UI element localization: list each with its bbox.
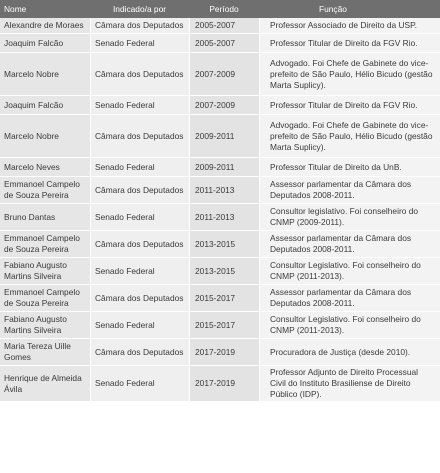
header-funcao: Função (259, 0, 440, 18)
table-row (0, 115, 440, 158)
cell-indicado-por: Senado Federal (90, 312, 189, 339)
cell-indicado-por: Senado Federal (90, 96, 189, 115)
cell-funcao: Procuradora de Justiça (desde 2010). (259, 339, 440, 366)
cell-nome: Marcelo Nobre (0, 115, 90, 158)
cell-periodo: 2013-2015 (189, 258, 259, 285)
cell-funcao: Professor Titular de Direito da FGV Rio. (259, 96, 440, 115)
header-periodo: Período (189, 0, 259, 18)
cell-funcao: Assessor parlamentar da Câmara dos Deputados 2008-2011. (259, 285, 440, 312)
cell-nome: Emmanoel Campelo de Souza Pereira (0, 285, 90, 312)
cell-indicado-por: Senado Federal (90, 258, 189, 285)
cell-funcao: Professor Titular de Direito da UnB. (259, 158, 440, 177)
cell-periodo: 2011-2013 (189, 204, 259, 231)
cell-funcao: Assessor parlamentar da Câmara dos Deputados 2008-2011. (259, 231, 440, 258)
cell-funcao: Professor Associado de Direito da USP. (259, 18, 440, 34)
cell-periodo: 2005-2007 (189, 34, 259, 53)
table-row (0, 158, 440, 177)
cell-indicado-por: Câmara dos Deputados (90, 231, 189, 258)
cell-nome: Fabiano Augusto Martins Silveira (0, 312, 90, 339)
cell-nome: Marcelo Neves (0, 158, 90, 177)
cell-nome: Joaquim Falcão (0, 96, 90, 115)
table-row (0, 18, 440, 34)
cell-funcao: Consultor Legislativo. Foi conselheiro do CNMP (2011-2013). (259, 258, 440, 285)
table-row (0, 34, 440, 53)
table-body (0, 18, 440, 402)
cell-funcao: Advogado. Foi Chefe de Gabinete do vice-prefeito de São Paulo, Hélio Bicudo (gestão Marta Suplicy). (259, 53, 440, 96)
table-row (0, 53, 440, 96)
cell-periodo: 2017-2019 (189, 339, 259, 366)
cell-nome: Bruno Dantas (0, 204, 90, 231)
cell-indicado-por: Câmara dos Deputados (90, 285, 189, 312)
table-row (0, 177, 440, 204)
cell-indicado-por: Câmara dos Deputados (90, 53, 189, 96)
table-row (0, 312, 440, 339)
cell-funcao: Advogado. Foi Chefe de Gabinete do vice-prefeito de São Paulo, Hélio Bicudo (gestão Marta Suplicy). (259, 115, 440, 158)
cell-nome: Joaquim Falcão (0, 34, 90, 53)
cell-nome: Maria Tereza Uille Gomes (0, 339, 90, 366)
cell-periodo: 2007-2009 (189, 53, 259, 96)
cell-nome: Fabiano Augusto Martins Silveira (0, 258, 90, 285)
cell-funcao: Assessor parlamentar da Câmara dos Deputados 2008-2011. (259, 177, 440, 204)
cell-periodo: 2017-2019 (189, 366, 259, 402)
table-row (0, 258, 440, 285)
cell-indicado-por: Câmara dos Deputados (90, 115, 189, 158)
table-row (0, 285, 440, 312)
cell-funcao: Professor Titular de Direito da FGV Rio. (259, 34, 440, 53)
header-indicado-por: Indicado/a por (90, 0, 189, 18)
header-row (0, 0, 440, 18)
cell-periodo: 2009-2011 (189, 158, 259, 177)
table-row (0, 204, 440, 231)
cell-funcao: Consultor Legislativo. Foi conselheiro do CNMP (2011-2013). (259, 312, 440, 339)
cell-periodo: 2015-2017 (189, 312, 259, 339)
cell-nome: Henrique de Almeida Ávila (0, 366, 90, 402)
cell-periodo: 2005-2007 (189, 18, 259, 34)
cell-periodo: 2015-2017 (189, 285, 259, 312)
cell-periodo: 2009-2011 (189, 115, 259, 158)
table-header (0, 0, 440, 18)
cell-funcao: Consultor legislativo. Foi conselheiro do CNMP (2009-2011). (259, 204, 440, 231)
table-row (0, 366, 440, 402)
cell-indicado-por: Senado Federal (90, 366, 189, 402)
table-row (0, 96, 440, 115)
cell-indicado-por: Câmara dos Deputados (90, 339, 189, 366)
cell-periodo: 2013-2015 (189, 231, 259, 258)
cell-indicado-por: Câmara dos Deputados (90, 177, 189, 204)
cell-funcao: Professor Adjunto de Direito Processual Civil do Instituto Brasiliense de Direito Público (IDP). (259, 366, 440, 402)
cell-indicado-por: Senado Federal (90, 204, 189, 231)
header-nome: Nome (0, 0, 90, 18)
cell-indicado-por: Senado Federal (90, 34, 189, 53)
cell-periodo: 2007-2009 (189, 96, 259, 115)
table-row (0, 339, 440, 366)
cell-nome: Marcelo Nobre (0, 53, 90, 96)
cell-nome: Emmanoel Campelo de Souza Pereira (0, 231, 90, 258)
cell-indicado-por: Câmara dos Deputados (90, 18, 189, 34)
cell-nome: Emmanoel Campelo de Souza Pereira (0, 177, 90, 204)
cell-nome: Alexandre de Moraes (0, 18, 90, 34)
cell-periodo: 2011-2013 (189, 177, 259, 204)
cell-indicado-por: Senado Federal (90, 158, 189, 177)
table-row (0, 231, 440, 258)
